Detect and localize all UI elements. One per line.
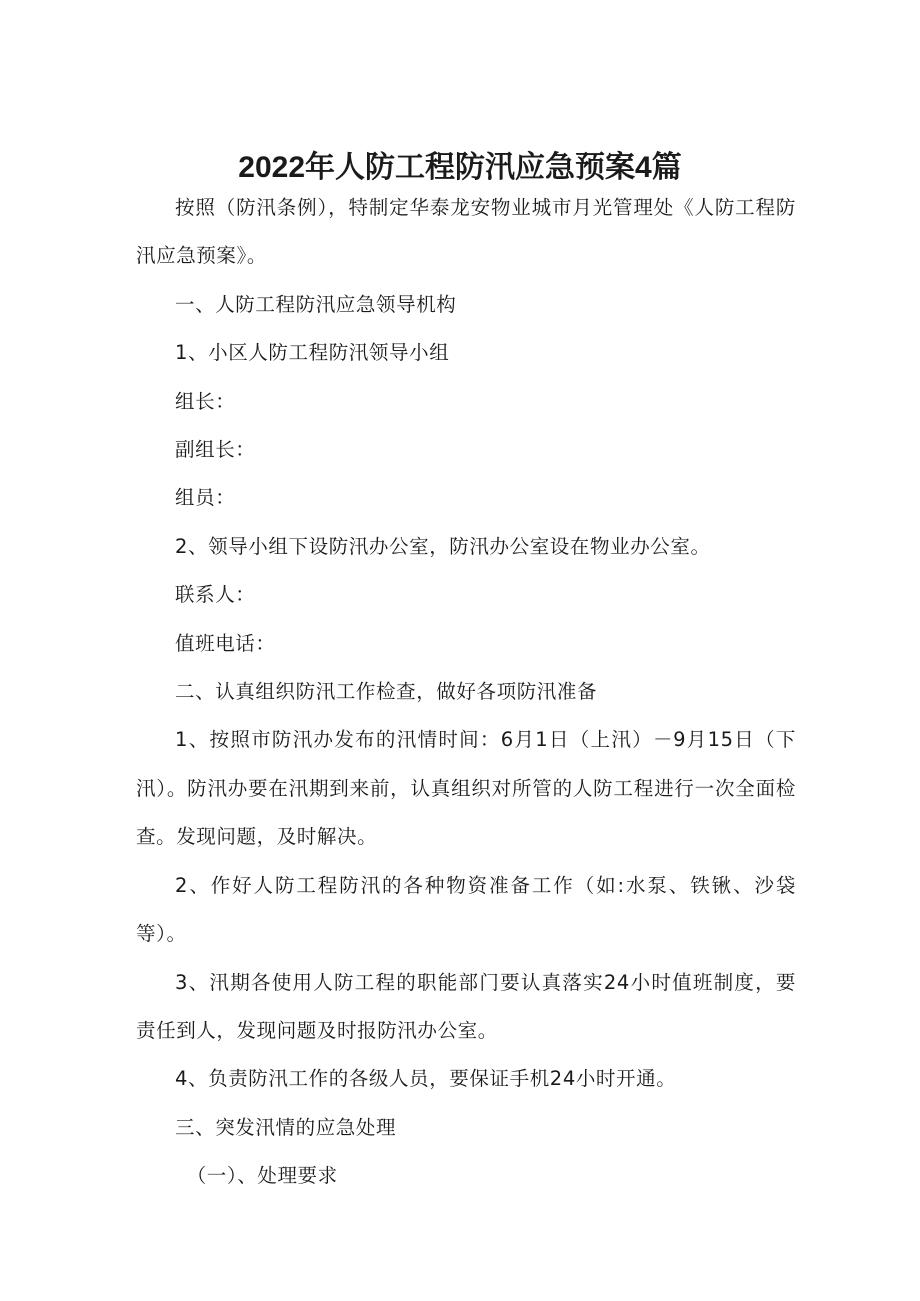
list-item: 4、负责防汛工作的各级人员，要保证手机24小时开通。 — [175, 1067, 677, 1091]
paragraph-intro: 按照（防汛条例），特制定华泰龙安物业城市月光管理处《人防工程防汛应急预案》。 — [136, 196, 796, 268]
list-item: 2、领导小组下设防汛办公室，防汛办公室设在物业办公室。 — [175, 534, 711, 558]
section-heading-2: 二、认真组织防汛工作检查，做好各项防汛准备 — [175, 680, 598, 704]
subsection-heading: （一）、处理要求 — [186, 1164, 338, 1188]
list-item: 联系人： — [175, 583, 256, 607]
section-heading-3: 三、突发汛情的应急处理 — [175, 1115, 397, 1139]
list-item: 3、汛期各使用人防工程的职能部门要认真落实24小时值班制度，要责任到人，发现问题及时报防汛办公室。 — [136, 970, 796, 1042]
document-body — [136, 184, 796, 1201]
list-item: 值班电话： — [175, 631, 276, 655]
list-item: 2、作好人防工程防汛的各种物资准备工作（如:水泵、铁锹、沙袋等）。 — [136, 873, 796, 946]
list-item: 组员： — [175, 486, 236, 510]
list-item: 副组长： — [175, 438, 256, 462]
list-item: 1、小区人防工程防汛领导小组 — [175, 341, 450, 365]
section-heading-1: 一、人防工程防汛应急领导机构 — [175, 292, 457, 316]
list-item: 1、按照市防汛办发布的汛情时间：6月1日（上汛）－9月15日（下汛）。防汛办要在汛期到来前，认真组织对所管的人防工程进行一次全面检查。发现问题，及时解决。 — [136, 728, 796, 849]
document-title: 2022年人防工程防汛应急预案4篇 — [238, 151, 682, 185]
list-item: 组长： — [175, 389, 236, 413]
